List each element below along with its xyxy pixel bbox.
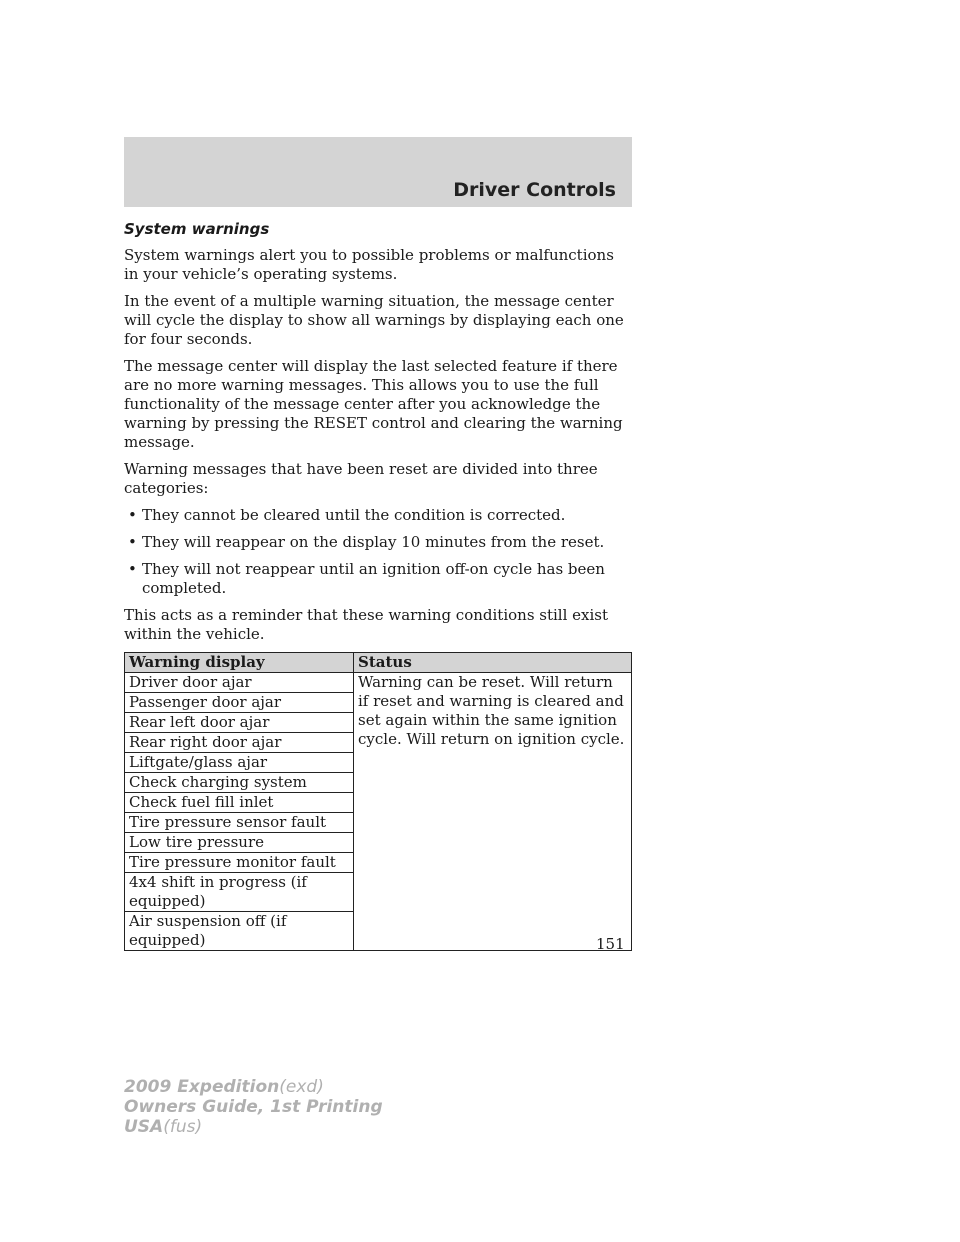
warning-cell: Check charging system	[125, 773, 354, 793]
column-header-status: Status	[354, 653, 632, 673]
status-cell: Warning can be reset. Will return if reset and warning is cleared and set again within the same ignition cycle. Will return on ignition cycle.	[354, 673, 632, 951]
header-band	[124, 137, 632, 207]
footer-line-1	[124, 1077, 383, 1097]
warning-cell: Low tire pressure	[125, 833, 354, 853]
page-content	[124, 220, 632, 951]
list-item: • They cannot be cleared until the condition is corrected.	[124, 506, 632, 525]
warning-cell: Air suspension off (if equipped)	[125, 912, 354, 951]
paragraph-3: The message center will display the last selected feature if there are no more warning messages. This allows you to use the full functionality of the message center after you acknowledge the warning by pressing the RESET control and clearing the warning message.	[124, 357, 623, 451]
warning-cell: Rear right door ajar	[125, 733, 354, 753]
footer-model-code: (exd)	[279, 1077, 324, 1097]
chapter-title: Driver Controls	[453, 179, 616, 201]
section-heading: System warnings	[124, 220, 270, 238]
footer-line-2: Owners Guide, 1st Printing	[124, 1097, 383, 1117]
table-row	[125, 673, 632, 693]
page-number: 151	[596, 935, 625, 953]
footer-market-code: (fus)	[163, 1117, 203, 1137]
warning-cell: Tire pressure monitor fault	[125, 853, 354, 873]
paragraph-1: System warnings alert you to possible problems or malfunctions in your vehicle’s operating systems.	[124, 246, 614, 283]
warning-table	[124, 652, 632, 951]
table-header-row	[125, 653, 632, 673]
footer-model: 2009 Expedition	[124, 1077, 280, 1097]
warning-cell: Check fuel fill inlet	[125, 793, 354, 813]
warning-cell: Driver door ajar	[125, 673, 354, 693]
warning-cell: Rear left door ajar	[125, 713, 354, 733]
category-list	[124, 506, 632, 598]
warning-cell: 4x4 shift in progress (if equipped)	[125, 873, 354, 912]
footer	[124, 1077, 383, 1137]
warning-cell: Tire pressure sensor fault	[125, 813, 354, 833]
warning-cell: Passenger door ajar	[125, 693, 354, 713]
paragraph-2: In the event of a multiple warning situation, the message center will cycle the display to show all warnings by displaying each one for four seconds.	[124, 292, 624, 348]
closing-paragraph: This acts as a reminder that these warning conditions still exist within the vehicle.	[124, 606, 609, 643]
footer-line-3	[124, 1117, 383, 1137]
list-item: • They will not reappear until an ignition off-on cycle has been completed.	[124, 560, 632, 598]
list-item: • They will reappear on the display 10 minutes from the reset.	[124, 533, 632, 552]
footer-market: USA	[124, 1117, 164, 1137]
warning-cell: Liftgate/glass ajar	[125, 753, 354, 773]
paragraph-4: Warning messages that have been reset are divided into three categories:	[124, 460, 598, 497]
column-header-warning-display: Warning display	[125, 653, 354, 673]
